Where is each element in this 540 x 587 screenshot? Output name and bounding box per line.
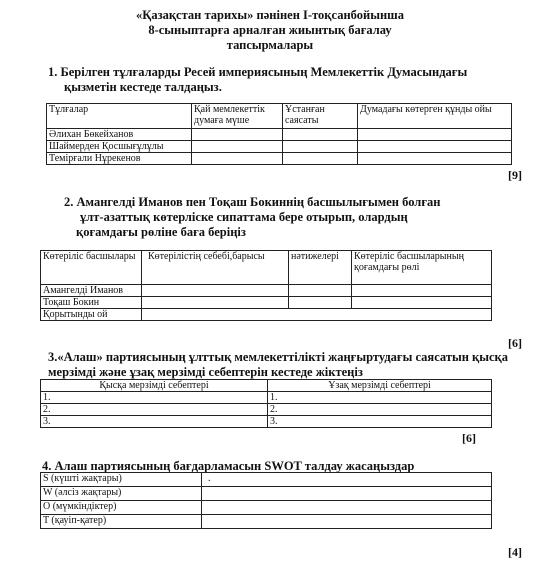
swot-answer-cell[interactable]: . — [202, 473, 492, 487]
answer-cell[interactable] — [358, 129, 512, 141]
answer-cell[interactable] — [283, 141, 358, 153]
answer-cell[interactable] — [358, 141, 512, 153]
q3-line-1: 3.«Алаш» партиясының ұлттық мемлекеттілікті жаңғыртудағы саясатын қысқа — [48, 350, 509, 364]
table-row — [41, 392, 492, 404]
swot-answer-cell[interactable] — [202, 515, 492, 529]
header-line-1: «Қазақстан тарихы» пәнінен І-тоқсанбойынша — [136, 8, 404, 22]
q3-table — [40, 379, 492, 428]
table-row — [47, 141, 512, 153]
q1-score: [9] — [508, 168, 522, 182]
answer-cell[interactable] — [283, 129, 358, 141]
q1-line-2: қызметін кестеде талдаңыз. — [64, 80, 222, 94]
answer-cell[interactable] — [358, 153, 512, 165]
q2-header-cell: нәтижелері — [289, 251, 352, 285]
swot-label-cell: S (күшті жақтары) — [41, 473, 202, 487]
q1-header-cell: Думадағы көтерген құнды ойы — [358, 104, 512, 129]
q1-person-cell: Темірғали Нұрекенов — [47, 153, 192, 165]
q4-swot-table — [40, 472, 492, 529]
answer-cell[interactable] — [352, 285, 492, 297]
q2-leader-cell: Тоқаш Бокин — [41, 297, 142, 309]
answer-cell[interactable] — [192, 141, 283, 153]
q4-score: [4] — [508, 545, 522, 559]
answer-cell[interactable] — [192, 153, 283, 165]
q1-header-cell: Қай мемлекеттік думаға мүше — [192, 104, 283, 129]
q2-line-1: 2. Амангелді Иманов пен Тоқаш Бокиннің басшылығымен болған — [64, 195, 441, 209]
q2-header-row — [41, 251, 492, 285]
header-line-2: 8-сыныптарға арналған жиынтық бағалау — [148, 23, 392, 37]
table-row — [41, 285, 492, 297]
q1-person-cell: Шаймерден Қосшығұлұлы — [47, 141, 192, 153]
table-row — [47, 153, 512, 165]
answer-cell[interactable] — [142, 285, 289, 297]
q3-long-cell[interactable]: 2. — [268, 404, 492, 416]
q2-score: [6] — [508, 336, 522, 350]
q3-short-cell[interactable]: 2. — [41, 404, 268, 416]
header-line-3: тапсырмалары — [226, 38, 314, 52]
q2-header-cell: Көтеріліс басшылары — [41, 251, 142, 285]
q1-header-row — [47, 104, 512, 129]
q2-leader-cell: Амангелді Иманов — [41, 285, 142, 297]
q2-header-cell: Көтеріліс басшыларының қоғамдағы рөлі — [352, 251, 492, 285]
q2-conclusion-cell: Қорытынды ой — [41, 309, 142, 321]
q3-short-cell[interactable]: 1. — [41, 392, 268, 404]
q3-line-2: мерзімді және ұзақ мерзімді себептерін кестеде жіктеңіз — [48, 365, 363, 379]
q1-line-1: 1. Берілген тұлғаларды Ресей империясының Мемлекеттік Думасындағы — [48, 65, 468, 79]
swot-answer-cell[interactable] — [202, 487, 492, 501]
q1-table — [46, 103, 512, 165]
answer-cell[interactable] — [283, 153, 358, 165]
q3-short-cell[interactable]: 3. — [41, 416, 268, 428]
table-row — [41, 515, 492, 529]
q3-score: [6] — [462, 431, 476, 445]
q2-line-3: қоғамдағы рөліне баға беріңіз — [76, 225, 246, 239]
table-row — [47, 129, 512, 141]
table-row — [41, 297, 492, 309]
q3-header-cell: Ұзақ мерзімді себептері — [268, 380, 492, 392]
q2-header-cell: Көтерілістің себебі,барысы — [142, 251, 289, 285]
swot-label-cell: O (мүмкіндіктер) — [41, 501, 202, 515]
q2-table — [40, 250, 492, 321]
q4-line-1: 4. Алаш партиясының бағдарламасын SWOT талдау жасаңыздар — [42, 459, 415, 473]
answer-cell[interactable] — [192, 129, 283, 141]
answer-cell[interactable] — [142, 297, 289, 309]
answer-cell[interactable] — [142, 309, 492, 321]
q3-long-cell[interactable]: 1. — [268, 392, 492, 404]
table-row — [41, 404, 492, 416]
answer-cell[interactable] — [352, 297, 492, 309]
swot-label-cell: W (әлсіз жақтары) — [41, 487, 202, 501]
q1-header-cell: Тұлғалар — [47, 104, 192, 129]
q1-person-cell: Әлихан Бөкейханов — [47, 129, 192, 141]
swot-label-cell: T (қауіп-қатер) — [41, 515, 202, 529]
answer-cell[interactable] — [289, 297, 352, 309]
table-row — [41, 309, 492, 321]
table-row — [41, 416, 492, 428]
q1-header-cell: Ұстанған саясаты — [283, 104, 358, 129]
table-row — [41, 487, 492, 501]
table-row — [41, 501, 492, 515]
answer-cell[interactable] — [289, 285, 352, 297]
table-row — [41, 473, 492, 487]
q2-line-2: ұлт-азаттық көтерліске сипаттама бере отырып, олардың — [80, 210, 408, 224]
q3-header-cell: Қысқа мерзімді себептері — [41, 380, 268, 392]
q3-long-cell[interactable]: 3. — [268, 416, 492, 428]
q3-header-row — [41, 380, 492, 392]
swot-answer-cell[interactable] — [202, 501, 492, 515]
